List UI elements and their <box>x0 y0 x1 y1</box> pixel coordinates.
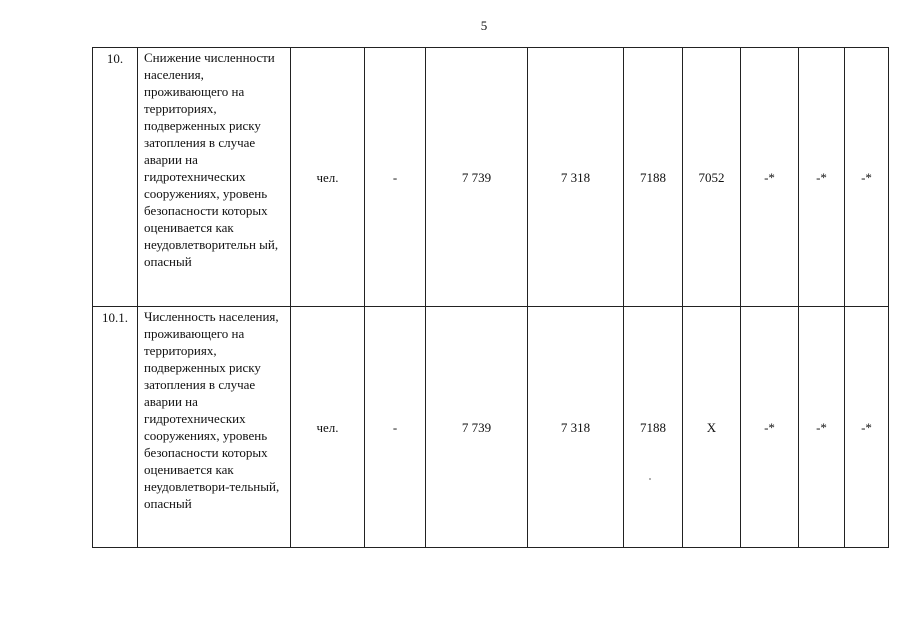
value-cell: -* <box>845 48 889 307</box>
unit-cell: чел. <box>291 48 365 307</box>
value-cell: - <box>365 307 426 548</box>
table-row <box>93 307 889 548</box>
page-number: 5 <box>480 18 488 33</box>
indicator-description: Снижение численности населения, проживающего на территориях, подверженных риску затопления в случае аварии на гидротехнических сооружениях, уровень безопасности которых оценивается как неудовлетворительн ый, опасный <box>138 48 291 307</box>
value-cell: - <box>365 48 426 307</box>
value-cell: -* <box>799 48 845 307</box>
row-number: 10. <box>93 48 138 307</box>
value-cell: 7 739 <box>426 48 528 307</box>
value-cell: 7 739 <box>426 307 528 548</box>
indicators-table <box>92 47 889 548</box>
row-number: 10.1. <box>93 307 138 548</box>
value-cell: -* <box>799 307 845 548</box>
unit-cell: чел. <box>291 307 365 548</box>
value-cell: X <box>683 307 741 548</box>
value-cell: 7 318 <box>528 48 624 307</box>
value-cell: -* <box>741 48 799 307</box>
indicator-description: Численность населения, проживающего на территориях, подверженных риску затопления в случае аварии на гидротехнических сооружениях, уровень безопасности которых оценивается как неудовлетвори-тельный, опасный <box>138 307 291 548</box>
value-cell: 7188 <box>624 307 683 548</box>
value-cell: 7052 <box>683 48 741 307</box>
value-cell: -* <box>845 307 889 548</box>
scan-speck <box>649 478 651 480</box>
value-cell: 7 318 <box>528 307 624 548</box>
value-cell: 7188 <box>624 48 683 307</box>
table-row <box>93 48 889 307</box>
value-cell: -* <box>741 307 799 548</box>
